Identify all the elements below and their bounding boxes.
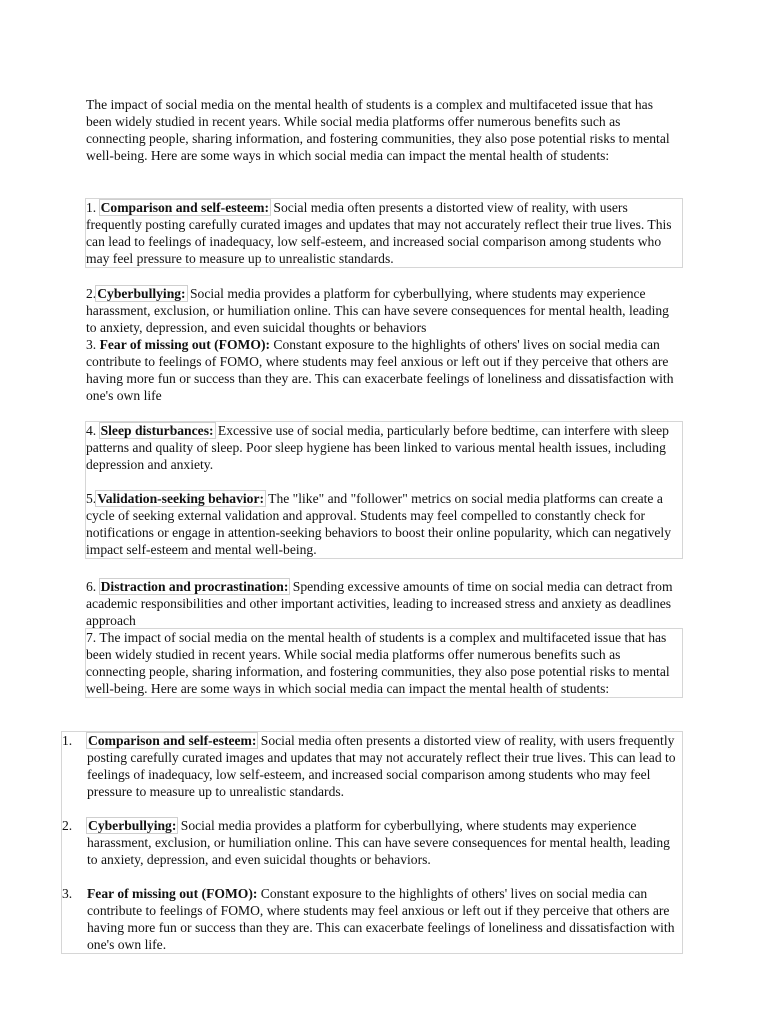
list-item	[62, 732, 682, 800]
list-item	[62, 817, 682, 868]
item-text: The "like" and "follower" metrics on social media platforms can create a cycle of seeking external validation and approval. Students may feel compelled to constantly check for notifications or engage in attention-seeking behaviors to boost their online popularity, which can negatively impact self-esteem and mental well-being.	[86, 491, 672, 557]
item-text: Social media provides a platform for cyberbullying, where students may experience harassment, exclusion, or humiliation online. This can have severe consequences for mental health, leading to anxiety, depression, and even suicidal thoughts or behaviors.	[87, 818, 670, 867]
list-number: 1.	[62, 733, 73, 748]
numbered-list	[62, 732, 682, 953]
item-number: 2.	[86, 286, 97, 301]
item-term: Distraction and procrastination:	[100, 579, 289, 594]
item-term: Fear of missing out (FOMO):	[99, 337, 270, 352]
item-cyberbullying	[86, 285, 682, 336]
item-text: Spending excessive amounts of time on social media can detract from academic responsibilities and other important activities, leading to increased stress and anxiety as deadlines approach	[86, 579, 673, 628]
item-number: 3.	[86, 337, 100, 352]
item-7-paragraph: 7. The impact of social media on the mental health of students is a complex and multifaceted issue that has been widely studied in recent years. While social media platforms offer numerous benefits such as connecting people, sharing information, and fostering communities, they also pose potential risks to mental well-being. Here are some ways in which social media can impact the mental health of students:	[86, 629, 682, 697]
item-number: 5.	[86, 491, 97, 506]
list-item	[62, 885, 682, 953]
item-term: Sleep disturbances:	[100, 423, 214, 438]
item-number: 1.	[86, 200, 100, 215]
item-comparison	[86, 199, 682, 267]
items-box-4-5	[86, 422, 682, 558]
item-term: Comparison and self-esteem:	[88, 733, 257, 748]
item-distraction	[86, 578, 682, 629]
item-term: Fear of missing out (FOMO):	[87, 886, 258, 901]
item-text: Constant exposure to the highlights of others' lives on social media can contribute to feelings of FOMO, where students may feel anxious or left out if they perceive that others are having more fun or success than they are. This can exacerbate feelings of loneliness and dissatisfaction with one's own life.	[87, 886, 675, 952]
item-validation	[86, 490, 682, 558]
item-text: Social media provides a platform for cyberbullying, where students may experience harassment, exclusion, or humiliation online. This can have severe consequences for mental health, leading to anxiety, depression, and even suicidal thoughts or behaviors	[86, 286, 669, 335]
item-number: 6.	[86, 579, 100, 594]
list-number: 2.	[62, 818, 73, 833]
item-number: 4.	[86, 423, 100, 438]
item-term: Cyberbullying:	[97, 286, 186, 301]
item-text: Constant exposure to the highlights of others' lives on social media can contribute to feelings of FOMO, where students may feel anxious or left out if they perceive that others are having more fun or success than they are. This can exacerbate feelings of loneliness and dissatisfaction with one's own life	[86, 337, 674, 403]
list-number: 3.	[62, 886, 73, 901]
item-text: Social media often presents a distorted view of reality, with users frequently posting carefully curated images and updates that may not accurately reflect their true lives. This can lead to feelings of inadequacy, low self-esteem, and increased social comparison among students who may feel pressure to measure up to unrealistic standards.	[87, 733, 676, 799]
item-text: Social media often presents a distorted view of reality, with users frequently posting carefully curated images and updates that may not accurately reflect their true lives. This can lead to feelings of inadequacy, low self-esteem, and increased social comparison among students who may feel pressure to measure up to unrealistic standards.	[86, 200, 672, 266]
item-sleep	[86, 422, 682, 473]
item-term: Validation-seeking behavior:	[97, 491, 264, 506]
item-term: Cyberbullying:	[88, 818, 177, 833]
item-fomo	[86, 336, 682, 404]
item-term: Comparison and self-esteem:	[100, 200, 269, 215]
intro-paragraph: The impact of social media on the mental health of students is a complex and multifaceted issue that has been widely studied in recent years. While social media platforms offer numerous benefits such as connecting people, sharing information, and fostering communities, they also pose potential risks to mental well-being. Here are some ways in which social media can impact the mental health of students:	[86, 97, 670, 163]
item-text: Excessive use of social media, particularly before bedtime, can interfere with sleep patterns and quality of sleep. Poor sleep hygiene has been linked to various mental health issues, including depression and anxiety.	[86, 423, 669, 472]
